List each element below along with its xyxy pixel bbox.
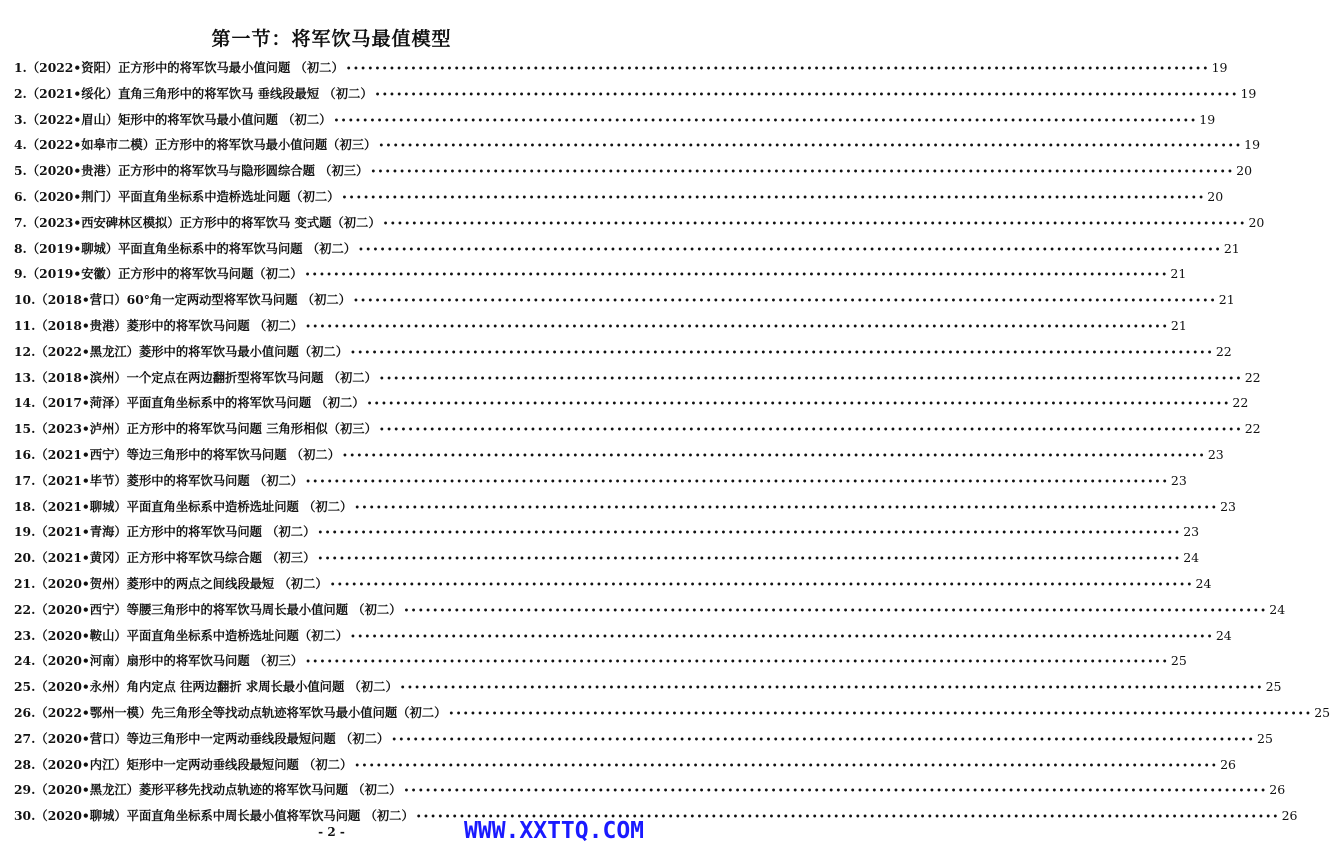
toc-leader-dots: •••••••••••••••••••••••••••••••••••••••••••••••••••••••••••••••••••••••••••••••••••••••••••••••••••••••••••••••••••••••• xyxy=(358,244,1222,256)
toc-leader-dots: •••••••••••••••••••••••••••••••••••••••••••••••••••••••••••••••••••••••••••••••••••••••••••••••••••••••••••••••••••••••• xyxy=(350,631,1214,643)
toc-leader-dots: •••••••••••••••••••••••••••••••••••••••••••••••••••••••••••••••••••••••••••••••••••••••••••••••••••••••••••••••••••••••• xyxy=(305,476,1169,488)
toc-entry-page: 25 xyxy=(1170,653,1187,669)
toc-entry-page: 26 xyxy=(1281,808,1298,824)
toc-entry[interactable] xyxy=(14,651,1187,677)
toc-entry-label: 17.（2021•毕节）菱形中的将军饮马问题 （初二） xyxy=(14,472,304,488)
toc-entry-page: 22 xyxy=(1232,395,1249,411)
toc-entry-page: 21 xyxy=(1170,266,1187,282)
toc-entry[interactable] xyxy=(14,677,1282,703)
toc-entry-label: 2.（2021•绥化）直角三角形中的将军饮马 垂线段最短 （初二） xyxy=(14,85,373,101)
section-title: 第一节：将军饮马最值模型 xyxy=(211,28,452,50)
toc-leader-dots: •••••••••••••••••••••••••••••••••••••••••••••••••••••••••••••••••••••••••••••••••••••••••••••••••••••••••••••••••••••••• xyxy=(341,192,1206,204)
toc-leader-dots: •••••••••••••••••••••••••••••••••••••••••••••••••••••••••••••••••••••••••••••••••••••••••••••••••••••••••••••••••••••••• xyxy=(354,502,1219,514)
toc-entry[interactable] xyxy=(14,471,1187,497)
toc-leader-dots: •••••••••••••••••••••••••••••••••••••••••••••••••••••••••••••••••••••••••••••••••••••••••••••••••••••••••••••••••••••••• xyxy=(305,657,1169,669)
toc-entry-page: 20 xyxy=(1207,188,1224,204)
toc-entry-label: 6.（2020•荆门）平面直角坐标系中造桥选址问题（初二） xyxy=(14,188,340,204)
toc-leader-dots: •••••••••••••••••••••••••••••••••••••••••••••••••••••••••••••••••••••••••••••••••••••••••••••••••••••••••••••••••••••••• xyxy=(399,683,1264,695)
toc-entry[interactable] xyxy=(14,780,1286,806)
toc-entry-label: 13.（2018•滨州）一个定点在两边翻折型将军饮马问题 （初二） xyxy=(14,369,377,385)
toc-entry-page: 19 xyxy=(1244,137,1261,153)
toc-leader-dots: •••••••••••••••••••••••••••••••••••••••••••••••••••••••••••••••••••••••••••••••••••••••••••••••••••••••••••••••••••••••• xyxy=(342,450,1206,462)
toc-entry[interactable] xyxy=(14,626,1232,652)
toc-entry[interactable] xyxy=(14,187,1224,213)
toc-entry-page: 26 xyxy=(1220,756,1237,772)
watermark: WWW.XXTTQ.COM xyxy=(464,818,645,844)
toc-leader-dots: •••••••••••••••••••••••••••••••••••••••••••••••••••••••••••••••••••••••••••••••••••••••••••••••••••••••••••••••••••••••• xyxy=(448,708,1313,720)
toc-entry-label: 1.（2022•资阳）正方形中的将军饮马最小值问题 （初二） xyxy=(14,60,344,75)
toc-entry-page: 21 xyxy=(1223,240,1240,256)
toc-entry[interactable] xyxy=(14,135,1261,161)
toc-leader-dots: •••••••••••••••••••••••••••••••••••••••••••••••••••••••••••••••••••••••••••••••••••••••••••••••••••••••••••••••••••••••• xyxy=(378,373,1243,385)
toc-entry[interactable] xyxy=(14,729,1273,755)
toc-leader-dots: •••••••••••••••••••••••••••••••••••••••••••••••••••••••••••••••••••••••••••••••••••••••••••••••••••••••••••••••••••••••• xyxy=(333,115,1198,127)
toc-entry-page: 21 xyxy=(1218,292,1235,308)
table-of-contents xyxy=(14,58,1330,832)
toc-entry-page: 25 xyxy=(1314,704,1330,720)
toc-entry-page: 23 xyxy=(1183,524,1200,540)
toc-entry-page: 23 xyxy=(1170,472,1187,488)
toc-leader-dots: •••••••••••••••••••••••••••••••••••••••••••••••••••••••••••••••••••••••••••••••••••••••••••••••••••••••••••••••••••••••• xyxy=(350,347,1214,359)
toc-entry[interactable] xyxy=(14,290,1235,316)
toc-entry[interactable] xyxy=(14,239,1240,265)
toc-entry[interactable] xyxy=(14,574,1212,600)
toc-entry[interactable] xyxy=(14,755,1237,781)
toc-leader-dots: •••••••••••••••••••••••••••••••••••••••••••••••••••••••••••••••••••••••••••••••••••••••••••••••••••••••••••••••••••••••• xyxy=(374,89,1239,101)
toc-entry-page: 25 xyxy=(1257,730,1273,746)
toc-entry[interactable] xyxy=(14,316,1187,342)
toc-entry[interactable] xyxy=(14,84,1257,110)
toc-entry-label: 7.（2023•西安碑林区模拟）正方形中的将军饮马 变式题（初二） xyxy=(14,214,381,230)
toc-leader-dots: •••••••••••••••••••••••••••••••••••••••••••••••••••••••••••••••••••••••••••••••••••••••••••••••••••••••••••••••••••••••• xyxy=(378,141,1243,153)
toc-entry[interactable] xyxy=(14,213,1265,239)
toc-leader-dots: •••••••••••••••••••••••••••••••••••••••••••••••••••••••••••••••••••••••••••••••••••••••••••••••••••••••••••••••••••••••• xyxy=(304,270,1169,282)
toc-entry-page: 24 xyxy=(1183,550,1200,566)
toc-entry-label: 29.（2020•黑龙江）菱形平移先找动点轨迹的将军饮马问题 （初二） xyxy=(14,782,402,798)
toc-entry-label: 14.（2017•菏泽）平面直角坐标系中的将军饮马问题 （初二） xyxy=(14,395,365,411)
toc-leader-dots: •••••••••••••••••••••••••••••••••••••••••••••••••••••••••••••••••••••••••••••••••••••••••••••••••••••••••••••••••••••••• xyxy=(378,425,1243,437)
toc-entry-page: 22 xyxy=(1215,343,1232,359)
toc-leader-dots: •••••••••••••••••••••••••••••••••••••••••••••••••••••••••••••••••••••••••••••••••••••••••••••••••••••••••••••••••••••••• xyxy=(345,64,1210,75)
toc-entry[interactable] xyxy=(14,110,1216,136)
toc-leader-dots: •••••••••••••••••••••••••••••••••••••••••••••••••••••••••••••••••••••••••••••••••••••••••••••••••••••••••••••••••••••••• xyxy=(329,579,1194,591)
toc-entry-page: 20 xyxy=(1248,214,1265,230)
toc-entry[interactable] xyxy=(14,264,1187,290)
toc-entry[interactable] xyxy=(14,703,1330,729)
toc-entry[interactable] xyxy=(14,497,1237,523)
toc-entry-page: 20 xyxy=(1236,163,1253,179)
toc-entry-page: 23 xyxy=(1220,498,1237,514)
toc-entry-label: 11.（2018•贵港）菱形中的将军饮马问题 （初二） xyxy=(14,317,304,333)
toc-entry-label: 26.（2022•鄂州一模）先三角形全等找动点轨迹将军饮马最小值问题（初二） xyxy=(14,704,447,720)
toc-entry-page: 26 xyxy=(1269,782,1286,798)
toc-entry[interactable] xyxy=(14,419,1261,445)
toc-entry-label: 28.（2020•内江）矩形中一定两动垂线段最短问题 （初二） xyxy=(14,756,353,772)
page-number: - 2 - xyxy=(318,825,345,839)
toc-entry-label: 24.（2020•河南）扇形中的将军饮马问题 （初三） xyxy=(14,653,304,669)
toc-entry-label: 15.（2023•泸州）正方形中的将军饮马问题 三角形相似（初三） xyxy=(14,421,377,437)
toc-entry[interactable] xyxy=(14,548,1200,574)
toc-entry-label: 30.（2020•聊城）平面直角坐标系中周长最小值将军饮马问题 （初二） xyxy=(14,808,414,824)
toc-entry-page: 24 xyxy=(1269,601,1286,617)
toc-entry[interactable] xyxy=(14,342,1232,368)
toc-entry-page: 21 xyxy=(1170,317,1187,333)
toc-entry-page: 24 xyxy=(1215,627,1232,643)
toc-entry-label: 22.（2020•西宁）等腰三角形中的将军饮马周长最小值问题 （初二） xyxy=(14,601,402,617)
toc-leader-dots: •••••••••••••••••••••••••••••••••••••••••••••••••••••••••••••••••••••••••••••••••••••••••••••••••••••••••••••••••••••••• xyxy=(382,218,1247,230)
toc-entry-label: 23.（2020•鞍山）平面直角坐标系中造桥选址问题（初二） xyxy=(14,627,349,643)
toc-leader-dots: •••••••••••••••••••••••••••••••••••••••••••••••••••••••••••••••••••••••••••••••••••••••••••••••••••••••••••••••••••••••• xyxy=(415,812,1280,824)
toc-entry[interactable] xyxy=(14,445,1224,471)
toc-leader-dots: •••••••••••••••••••••••••••••••••••••••••••••••••••••••••••••••••••••••••••••••••••••••••••••••••••••••••••••••••••••••• xyxy=(366,399,1231,411)
toc-leader-dots: •••••••••••••••••••••••••••••••••••••••••••••••••••••••••••••••••••••••••••••••••••••••••••••••••••••••••••••••••••••••• xyxy=(370,167,1235,179)
toc-entry-label: 8.（2019•聊城）平面直角坐标系中的将军饮马问题 （初二） xyxy=(14,240,357,256)
toc-entry-label: 21.（2020•贺州）菱形中的两点之间线段最短 （初二） xyxy=(14,575,328,591)
toc-entry-label: 18.（2021•聊城）平面直角坐标系中造桥选址问题 （初二） xyxy=(14,498,353,514)
toc-entry-label: 19.（2021•青海）正方形中的将军饮马问题 （初二） xyxy=(14,524,316,540)
toc-entry-label: 3.（2022•眉山）矩形中的将军饮马最小值问题 （初二） xyxy=(14,111,332,127)
toc-entry-page: 22 xyxy=(1244,421,1261,437)
toc-entry-page: 19 xyxy=(1199,111,1216,127)
toc-leader-dots: •••••••••••••••••••••••••••••••••••••••••••••••••••••••••••••••••••••••••••••••••••••••••••••••••••••••••••••••••••••••• xyxy=(317,528,1182,540)
toc-entry-label: 10.（2018•营口）60°角一定两动型将军饮马问题 （初二） xyxy=(14,292,351,308)
toc-entry-page: 19 xyxy=(1240,85,1257,101)
toc-entry-page: 19 xyxy=(1211,60,1228,75)
toc-entry-page: 25 xyxy=(1265,679,1282,695)
toc-entry-label: 20.（2021•黄冈）正方形中将军饮马综合题 （初三） xyxy=(14,550,316,566)
toc-leader-dots: •••••••••••••••••••••••••••••••••••••••••••••••••••••••••••••••••••••••••••••••••••••••••••••••••••••••••••••••••••••••• xyxy=(391,734,1255,746)
toc-entry[interactable] xyxy=(14,161,1253,187)
toc-entry-label: 16.（2021•西宁）等边三角形中的将军饮马问题 （初二） xyxy=(14,446,340,462)
toc-entry[interactable] xyxy=(14,393,1249,419)
toc-entry-page: 23 xyxy=(1207,446,1224,462)
toc-entry[interactable] xyxy=(14,368,1261,394)
toc-leader-dots: •••••••••••••••••••••••••••••••••••••••••••••••••••••••••••••••••••••••••••••••••••••••••••••••••••••••••••••••••••••••• xyxy=(403,786,1268,798)
toc-leader-dots: •••••••••••••••••••••••••••••••••••••••••••••••••••••••••••••••••••••••••••••••••••••••••••••••••••••••••••••••••••••••• xyxy=(352,296,1217,308)
toc-leader-dots: •••••••••••••••••••••••••••••••••••••••••••••••••••••••••••••••••••••••••••••••••••••••••••••••••••••••••••••••••••••••• xyxy=(354,760,1219,772)
toc-entry[interactable] xyxy=(14,522,1200,548)
toc-entry[interactable] xyxy=(14,58,1228,84)
toc-leader-dots: •••••••••••••••••••••••••••••••••••••••••••••••••••••••••••••••••••••••••••••••••••••••••••••••••••••••••••••••••••••••• xyxy=(403,605,1268,617)
toc-leader-dots: •••••••••••••••••••••••••••••••••••••••••••••••••••••••••••••••••••••••••••••••••••••••••••••••••••••••••••••••••••••••• xyxy=(305,321,1169,333)
toc-entry-label: 12.（2022•黑龙江）菱形中的将军饮马最小值问题（初二） xyxy=(14,343,349,359)
toc-entry-label: 9.（2019•安徽）正方形中的将军饮马问题（初二） xyxy=(14,266,303,282)
toc-entry-label: 27.（2020•营口）等边三角形中一定两动垂线段最短问题 （初二） xyxy=(14,730,390,746)
toc-entry[interactable] xyxy=(14,600,1286,626)
toc-entry-page: 24 xyxy=(1195,575,1212,591)
toc-entry-page: 22 xyxy=(1244,369,1261,385)
toc-entry-label: 4.（2022•如皋市二模）正方形中的将军饮马最小值问题（初三） xyxy=(14,137,377,153)
toc-leader-dots: •••••••••••••••••••••••••••••••••••••••••••••••••••••••••••••••••••••••••••••••••••••••••••••••••••••••••••••••••••••••• xyxy=(317,554,1182,566)
toc-entry-label: 25.（2020•永州）角内定点 往两边翻折 求周长最小值问题 （初二） xyxy=(14,679,398,695)
toc-entry-label: 5.（2020•贵港）正方形中的将军饮马与隐形圆综合题 （初三） xyxy=(14,163,369,179)
